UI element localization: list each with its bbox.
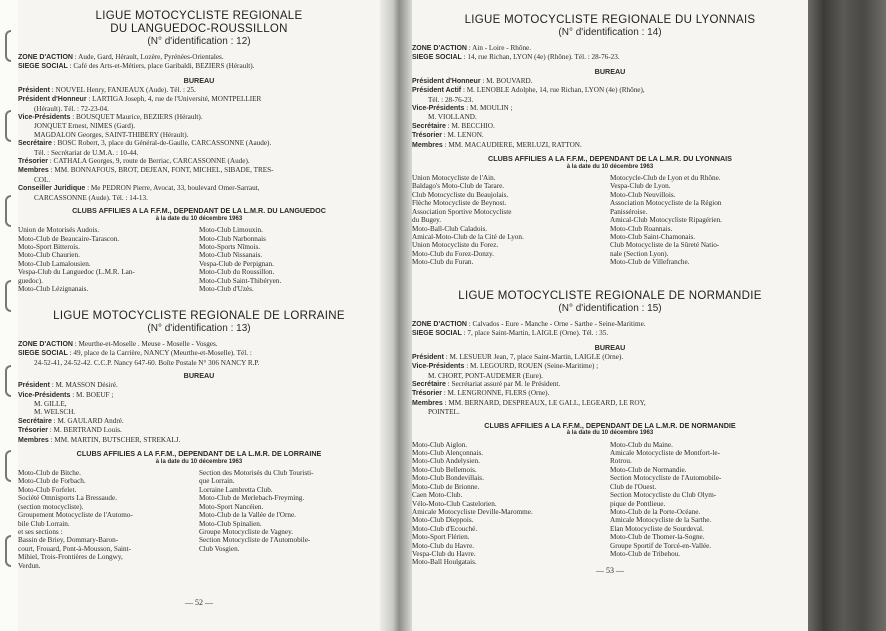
club-entry: Moto-Club Bellemois. bbox=[412, 465, 477, 474]
club-entry: que Lorrain. bbox=[199, 477, 235, 486]
bureau-list bbox=[18, 381, 380, 445]
club-entry: guedoc). bbox=[18, 276, 43, 285]
bureau-line bbox=[18, 194, 380, 202]
club-entry: Moto-Club de Bitche. bbox=[18, 469, 81, 478]
club-entry: Moto-Club du Furan. bbox=[412, 258, 474, 267]
club-entry: Motocycle-Club de Lyon et du Rhône. bbox=[610, 174, 721, 183]
bureau-role: Président bbox=[18, 382, 50, 390]
club-entry: Moto-Club d'Uzès. bbox=[199, 284, 254, 293]
clubs-column-right bbox=[199, 469, 380, 570]
page-gutter bbox=[380, 0, 412, 631]
bureau-value: : M. BERTRAND Louis. bbox=[49, 426, 122, 435]
bureau-role: Secrétaire bbox=[18, 140, 52, 148]
bureau-line bbox=[18, 426, 380, 435]
bureau-value: (Hérault). Tél. : 72-23-04. bbox=[34, 104, 109, 113]
bureau-line bbox=[412, 408, 808, 416]
bureau-value: M. WELSCH. bbox=[34, 408, 76, 417]
clubs-column-right bbox=[610, 174, 808, 266]
bureau-value: : LARTIGA Joseph, 4, rue de l'Université, MONTPELLIER bbox=[88, 95, 262, 104]
bureau-role: Vice-Présidents bbox=[412, 105, 465, 113]
club-entry: Amicale Motocycliste de Montfort-le- bbox=[610, 449, 720, 458]
bureau-line bbox=[18, 122, 380, 130]
binder-ring bbox=[5, 450, 11, 482]
club-entry: Moto-Ball Houlgatais. bbox=[412, 558, 477, 567]
bureau-line bbox=[18, 131, 380, 139]
binder-ring bbox=[5, 280, 11, 312]
bureau-list bbox=[412, 77, 808, 150]
bureau-line bbox=[18, 391, 380, 400]
clubs-column-right bbox=[610, 441, 808, 567]
clubs-heading: CLUBS AFFILIES A LA F.F.M., DEPENDANT DE LA L.M.R. DE LORRAINE bbox=[76, 449, 322, 459]
bureau-line bbox=[412, 380, 808, 389]
clubs-column-right bbox=[199, 226, 380, 293]
club-entry: Mihiel, Trois-Frontières de Longwy, bbox=[18, 553, 123, 562]
bureau-line bbox=[412, 113, 808, 121]
lorraine-section bbox=[18, 310, 380, 570]
club-entry: Moto-Club de Brionne. bbox=[412, 482, 480, 491]
bureau-value: : M. LENGRONNE, FLERS (Orne). bbox=[443, 389, 550, 398]
club-entry: Moto-Club Bondevillais. bbox=[412, 474, 484, 483]
bureau-role: Membres bbox=[412, 399, 443, 407]
lyonnais-section bbox=[412, 14, 808, 267]
identification-number: (N° d'identification : 15) bbox=[558, 303, 662, 314]
section-title: DU LANGUEDOC-ROUSSILLON bbox=[110, 23, 288, 35]
club-entry: Union Motocycliste du Forez. bbox=[412, 241, 499, 250]
siege-line: SIEGE SOCIAL : 14, rue Richan, LYON (4e) (Rhône). Tél. : 28-76-23. bbox=[412, 53, 620, 62]
clubs-list bbox=[18, 226, 380, 293]
club-entry: Verdun. bbox=[18, 561, 41, 570]
club-entry: et ses sections : bbox=[18, 527, 63, 536]
bureau-line bbox=[412, 122, 808, 131]
club-entry: Moto-Club Limouxin. bbox=[199, 226, 263, 235]
club-entry: Moto-Club de Beaucaire-Tarascon. bbox=[18, 234, 120, 243]
identification-number: (N° d'identification : 13) bbox=[147, 323, 251, 334]
page-number: — 52 — bbox=[185, 598, 213, 607]
club-entry: Moto-Club de Forbach. bbox=[18, 477, 86, 486]
bureau-role: Secrétaire bbox=[18, 417, 52, 425]
bureau-role: Vice-Présidents bbox=[412, 363, 465, 371]
club-entry: Section Motocycliste du Club Olym- bbox=[610, 491, 717, 500]
clubs-date: à la date du 10 décembre 1963 bbox=[566, 430, 654, 437]
club-entry: Flèche Motocycliste de Beynost. bbox=[412, 199, 507, 208]
bureau-value: : CATHALA Georges, 9, route de Berriac, CARCASSONNE (Aude). bbox=[49, 157, 250, 166]
bureau-value: : BOSC Robert, 3, place du Général-de-Gaulle, CARCASSONNE (Aaude). bbox=[53, 139, 272, 148]
bureau-line bbox=[412, 86, 808, 95]
club-entry: Baldago's Moto-Club de Tarare. bbox=[412, 182, 505, 191]
bureau-value: COL. bbox=[34, 175, 51, 184]
bureau-value: : M. BOEUF ; bbox=[72, 390, 114, 399]
bureau-list bbox=[412, 353, 808, 417]
club-entry: Union Motocycliste de l'Ain. bbox=[412, 174, 496, 183]
club-entry: Vespa-Club du Havre. bbox=[412, 549, 476, 558]
club-entry: Moto-Club Neuvillois. bbox=[610, 190, 676, 199]
club-entry: Société Omnisports La Bressaude. bbox=[18, 494, 118, 503]
bureau-line bbox=[412, 353, 808, 362]
bureau-role: Trésorier bbox=[412, 132, 442, 140]
bureau-role: Vice-Présidents bbox=[18, 114, 71, 122]
club-entry: Lorraine Lambretta Club. bbox=[199, 485, 273, 494]
club-entry: Amical-Club Motocycliste Ripagérien. bbox=[610, 216, 722, 225]
bureau-heading: BUREAU bbox=[594, 66, 626, 76]
bureau-line bbox=[18, 95, 380, 104]
bureau-line bbox=[412, 141, 808, 150]
club-entry: bile Club Lorrain. bbox=[18, 519, 70, 528]
bureau-role: Président Actif bbox=[412, 87, 462, 95]
bureau-value: MAGDALON Georges, SAINT-THIBERY (Hérault). bbox=[34, 130, 189, 139]
club-entry: Moto-Club Forfelet. bbox=[18, 485, 77, 494]
bureau-line bbox=[18, 417, 380, 426]
section-title: LIGUE MOTOCYCLISTE REGIONALE DE NORMANDIE bbox=[458, 290, 762, 302]
club-entry: Club Vosgien. bbox=[199, 544, 240, 553]
languedoc-section bbox=[18, 10, 380, 293]
club-entry: Moto-Club de la Vallée de l'Orne. bbox=[199, 511, 296, 520]
bureau-value: M. GILLE, bbox=[34, 400, 67, 409]
bureau-line bbox=[18, 157, 380, 166]
club-entry: Club de l'Ouest. bbox=[610, 482, 657, 491]
club-entry: Moto-Club du Forez-Donzy. bbox=[412, 249, 494, 258]
clubs-date: à la date du 10 décembre 1963 bbox=[155, 215, 243, 222]
club-entry: Section Motocycliste de l'Automobile- bbox=[610, 474, 722, 483]
bureau-line bbox=[412, 96, 808, 104]
bureau-line bbox=[18, 408, 380, 416]
club-entry: nale (Section Lyon). bbox=[610, 249, 669, 258]
bureau-role: Président bbox=[18, 86, 50, 94]
clubs-list bbox=[412, 441, 808, 567]
club-entry: Moto-Club Alençonnais. bbox=[412, 449, 484, 458]
bureau-value: : MM. MARTIN, BUTSCHER, STREKALJ. bbox=[50, 435, 181, 444]
bureau-heading: BUREAU bbox=[183, 75, 215, 85]
club-entry: Vespa-Club du Languedoc (L.M.R. Lan- bbox=[18, 268, 135, 277]
bureau-line bbox=[412, 104, 808, 113]
club-entry: Elan Motocycliste de Sourdeval. bbox=[610, 524, 704, 533]
bureau-heading: BUREAU bbox=[594, 342, 626, 352]
bureau-value: Tél. : 28-76-23. bbox=[428, 95, 474, 104]
club-entry: Moto-Club de Normandie. bbox=[610, 465, 687, 474]
bureau-role: Membres bbox=[18, 167, 49, 175]
bureau-line bbox=[18, 436, 380, 445]
club-entry: Moto-Club Chaurien. bbox=[18, 251, 80, 260]
binder-ring bbox=[5, 535, 11, 567]
zone-line: ZONE D'ACTION : Ain - Loire - Rhône. bbox=[412, 44, 532, 52]
bureau-value: : M. LENON. bbox=[443, 131, 484, 140]
bureau-value: : MM. MACAUDIERE, MERLUZI, RATTON. bbox=[444, 140, 582, 149]
club-entry: Section Motocycliste de l'Automobile- bbox=[199, 536, 311, 545]
bureau-value: : NOUVEL Henry, FANJEAUX (Aude). Tél. : 25. bbox=[51, 85, 196, 94]
bureau-value: JONQUET Ernest, NIMES (Gard). bbox=[34, 122, 136, 131]
bureau-line bbox=[18, 381, 380, 390]
section-title: LIGUE MOTOCYCLISTE REGIONALE DU LYONNAIS bbox=[464, 14, 756, 26]
club-entry: Amical-Moto-Club de la Cité de Lyon. bbox=[412, 232, 524, 241]
clubs-heading: CLUBS AFFILIES A LA F.F.M., DEPENDANT DE LA L.M.R. DU LYONNAIS bbox=[488, 154, 732, 164]
bureau-line bbox=[18, 149, 380, 157]
bureau-value: : M. GAULARD André. bbox=[53, 416, 124, 425]
bureau-line bbox=[18, 184, 380, 193]
club-entry: Section des Motorisés du Club Touristi- bbox=[199, 469, 314, 478]
club-entry: Moto-Club Spinalien. bbox=[199, 519, 262, 528]
bureau-role: Président bbox=[412, 353, 444, 361]
bureau-role: Trésorier bbox=[18, 427, 48, 435]
clubs-column-left bbox=[18, 469, 199, 570]
club-entry: Moto-Club Andelysien. bbox=[412, 457, 480, 466]
zone-line: ZONE D'ACTION : Meurthe-et-Moselle . Meuse - Moselle - Vosges. bbox=[18, 340, 218, 348]
bureau-value: : M. BECCHIO. bbox=[447, 121, 495, 130]
club-entry: Moto-Club Roannais. bbox=[610, 224, 673, 233]
section-title: LIGUE MOTOCYCLISTE REGIONALE DE LORRAINE bbox=[53, 310, 345, 322]
bureau-value: : M. MASSON Désiré. bbox=[51, 381, 118, 390]
club-entry: Moto-Club de la Porte-Océane. bbox=[610, 507, 701, 516]
club-entry: Moto-Club du Maine. bbox=[610, 440, 673, 449]
club-entry: Moto-Sport Bitterois. bbox=[18, 242, 80, 251]
club-entry: Caen Moto-Club. bbox=[412, 491, 463, 500]
bureau-value: : MM. BONNAFOUS, BROT, DEJEAN, FONT, MICHEL, SIBADE, TRES- bbox=[50, 166, 274, 175]
bureau-line bbox=[18, 166, 380, 175]
bureau-line bbox=[412, 389, 808, 398]
club-entry: Moto-Club Saint-Chamonais. bbox=[610, 232, 696, 241]
club-entry: Moto-Sports Nîmois. bbox=[199, 242, 261, 251]
binder-margin bbox=[0, 0, 18, 631]
clubs-date: à la date du 10 décembre 1963 bbox=[566, 163, 654, 170]
binder-ring bbox=[5, 30, 11, 62]
clubs-heading: CLUBS AFFILIES A LA F.F.M., DEPENDANT DE LA L.M.R. DE NORMANDIE bbox=[484, 420, 736, 430]
bureau-value: M. CHORT, PONT-AUDEMER (Eure). bbox=[428, 371, 543, 380]
bureau-value: : BOUSQUET Maurice, BEZIERS (Hérault). bbox=[72, 113, 203, 122]
clubs-list bbox=[18, 469, 380, 570]
siege-line: SIEGE SOCIAL : 49, place de la Carrière, NANCY (Meurthe-et-Moselle). Tél. : bbox=[18, 349, 252, 358]
zone-line: ZONE D'ACTION : Aude, Gard, Hérault, Lozère, Pyrénées-Orientales. bbox=[18, 53, 224, 61]
bureau-value: : Me PEDRON Pierre, Avocat, 33, boulevard Omer-Sarraut, bbox=[87, 184, 260, 193]
bureau-value: : M. MOULIN ; bbox=[466, 104, 513, 113]
binder-ring bbox=[5, 110, 11, 142]
siege-line: SIEGE SOCIAL : Café des Arts-et-Métiers, place Garibaldi, BEZIERS (Hérault). bbox=[18, 62, 255, 71]
club-entry: Amicale Motocycliste de la Sarthe. bbox=[610, 516, 712, 525]
club-entry: Vélo-Moto-Club Castelorien. bbox=[412, 499, 497, 508]
bureau-value: : MM. BERNARD, DESPREAUX, LE GALL, LEGEARD, LE ROY, bbox=[444, 398, 646, 407]
club-entry: Vespa-Club de Lyon. bbox=[610, 182, 671, 191]
bureau-value: M. VIOLLAND. bbox=[428, 113, 477, 122]
bureau-role: Trésorier bbox=[412, 390, 442, 398]
normandie-section bbox=[412, 290, 808, 567]
bureau-line bbox=[18, 105, 380, 113]
section-title: LIGUE MOTOCYCLISTE REGIONALE bbox=[95, 10, 303, 22]
zone-line: ZONE D'ACTION : Calvados - Eure - Manche - Orne - Sarthe - Seine-Maritime. bbox=[412, 320, 646, 328]
bureau-value: CARCASSONNE (Aude). Tél. : 14-13. bbox=[34, 193, 148, 202]
bureau-role: Président d'Honneur bbox=[412, 77, 481, 85]
club-entry: Moto-Club de Thomer-la-Sogne. bbox=[610, 533, 705, 542]
bureau-value: Tél. : Secrétariat de U.M.A. : 10-44. bbox=[34, 148, 139, 157]
binder-ring bbox=[5, 365, 11, 397]
club-entry: du Bugey. bbox=[412, 216, 442, 225]
left-page bbox=[18, 0, 380, 631]
club-entry: Moto-Club Narbonnais bbox=[199, 234, 266, 243]
identification-number: (N° d'identification : 14) bbox=[558, 27, 662, 38]
bureau-role: Secrétaire bbox=[412, 381, 446, 389]
club-entry: Moto-Club Lézignanais. bbox=[18, 284, 89, 293]
club-entry: Amicale Motocycliste Deville-Maromme. bbox=[412, 507, 533, 516]
bureau-line bbox=[18, 400, 380, 408]
club-entry: Vespa-Club de Perpignan. bbox=[199, 259, 274, 268]
club-entry: Moto-Sport Flérien. bbox=[412, 533, 470, 542]
bureau-line bbox=[18, 139, 380, 148]
bureau-role: Membres bbox=[18, 436, 49, 444]
clubs-heading: CLUBS AFFILIES A LA F.F.M., DEPENDANT DE LA L.M.R. DU LANGUEDOC bbox=[72, 206, 326, 216]
bureau-line bbox=[412, 399, 808, 408]
identification-number: (N° d'identification : 12) bbox=[147, 36, 251, 47]
bureau-value: : M. LESUEUR Jean, 7, place Saint-Martin, LAIGLE (Orne). bbox=[445, 352, 624, 361]
club-entry: Moto-Ball-Club Caladois. bbox=[412, 224, 488, 233]
binder-ring bbox=[5, 195, 11, 227]
bureau-role: Membres bbox=[412, 141, 443, 149]
club-entry: Club Motocycliste de la Sûreté Natio- bbox=[610, 241, 720, 250]
bureau-value: : Secrétariat assuré par M. le Président. bbox=[447, 380, 561, 389]
bureau-role: Vice-Présidents bbox=[18, 391, 71, 399]
club-entry: (section motocycliste). bbox=[18, 502, 84, 511]
club-entry: Panisséroise. bbox=[610, 207, 648, 216]
bureau-value: : M. LENOBLE Adolphe, 14, rue Richan, LYON (4e) (Rhône), bbox=[462, 86, 645, 95]
right-page bbox=[412, 0, 808, 631]
bureau-list bbox=[18, 86, 380, 202]
bureau-line bbox=[412, 131, 808, 140]
club-entry: court, Frouard, Pont-à-Mousson, Saint- bbox=[18, 544, 131, 553]
club-entry: Moto-Club Aiglon. bbox=[412, 440, 468, 449]
bureau-line bbox=[412, 77, 808, 86]
bureau-line bbox=[18, 113, 380, 122]
club-entry: Moto-Club du Roussillon. bbox=[199, 268, 275, 277]
bureau-heading: BUREAU bbox=[183, 371, 215, 381]
siege-line-continued: 24-52-41, 24-52-42. C.C.P. Nancy 647-60. Boîte Postale N° 306 NANCY R.P. bbox=[34, 358, 260, 367]
club-entry: Moto-Sport Nancéien. bbox=[199, 502, 264, 511]
bureau-value: : M. LEGOURD, ROUEN (Seine-Maritime) ; bbox=[466, 362, 599, 371]
clubs-date: à la date du 10 décembre 1963 bbox=[155, 458, 243, 465]
bureau-line bbox=[18, 176, 380, 184]
bureau-value: : M. BOUVARD. bbox=[482, 76, 533, 85]
scan-dark-edge bbox=[808, 0, 886, 631]
siege-line: SIEGE SOCIAL : 7, place Saint-Martin, LAIGLE (Orne). Tél. : 35. bbox=[412, 329, 609, 338]
club-entry: Moto-Club de Tribehou. bbox=[610, 549, 681, 558]
bureau-line bbox=[412, 372, 808, 380]
page-number: — 53 — bbox=[596, 566, 624, 575]
bureau-role: Secrétaire bbox=[412, 122, 446, 130]
club-entry: Club Motocycliste du Beaujolais. bbox=[412, 190, 509, 199]
club-entry: Moto-Club Lamalousien. bbox=[18, 259, 91, 268]
club-entry: Moto-Club du Havre. bbox=[412, 541, 475, 550]
club-entry: Moto-Club de Merlebach-Freyming. bbox=[199, 494, 305, 503]
club-entry: Groupement Motocycliste de l'Automo- bbox=[18, 511, 133, 520]
club-entry: Moto-Club de Villefranche. bbox=[610, 258, 690, 267]
club-entry: Union de Motorisés Audois. bbox=[18, 226, 100, 235]
club-entry: Rotrou. bbox=[610, 457, 632, 466]
bureau-role: Président d'Honneur bbox=[18, 96, 87, 104]
bureau-line bbox=[412, 362, 808, 371]
club-entry: Moto-Club Saint-Thibéryen. bbox=[199, 276, 282, 285]
club-entry: Bassin de Briey, Dommary-Baron- bbox=[18, 536, 119, 545]
club-entry: pique de Pontlieue. bbox=[610, 499, 666, 508]
club-entry: Moto-Club Nissanais. bbox=[199, 251, 263, 260]
club-entry: Groupe Motocycliste de Vagney. bbox=[199, 527, 294, 536]
club-entry: Groupe Sportif de Torcé-en-Vallée. bbox=[610, 541, 712, 550]
club-entry: Moto-Club Dieppois. bbox=[412, 516, 474, 525]
bureau-line bbox=[18, 86, 380, 95]
bureau-role: Trésorier bbox=[18, 158, 48, 166]
club-entry: Association Sportive Motocycliste bbox=[412, 207, 512, 216]
bureau-role: Conseiller Juridique bbox=[18, 185, 86, 193]
club-entry: Moto-Club d'Ecouché. bbox=[412, 524, 478, 533]
clubs-column-left bbox=[18, 226, 199, 293]
clubs-column-left bbox=[412, 441, 610, 567]
clubs-column-left bbox=[412, 174, 610, 266]
club-entry: Association Motocycliste de la Région bbox=[610, 199, 722, 208]
clubs-list bbox=[412, 174, 808, 266]
bureau-value: POINTEL. bbox=[428, 408, 460, 417]
